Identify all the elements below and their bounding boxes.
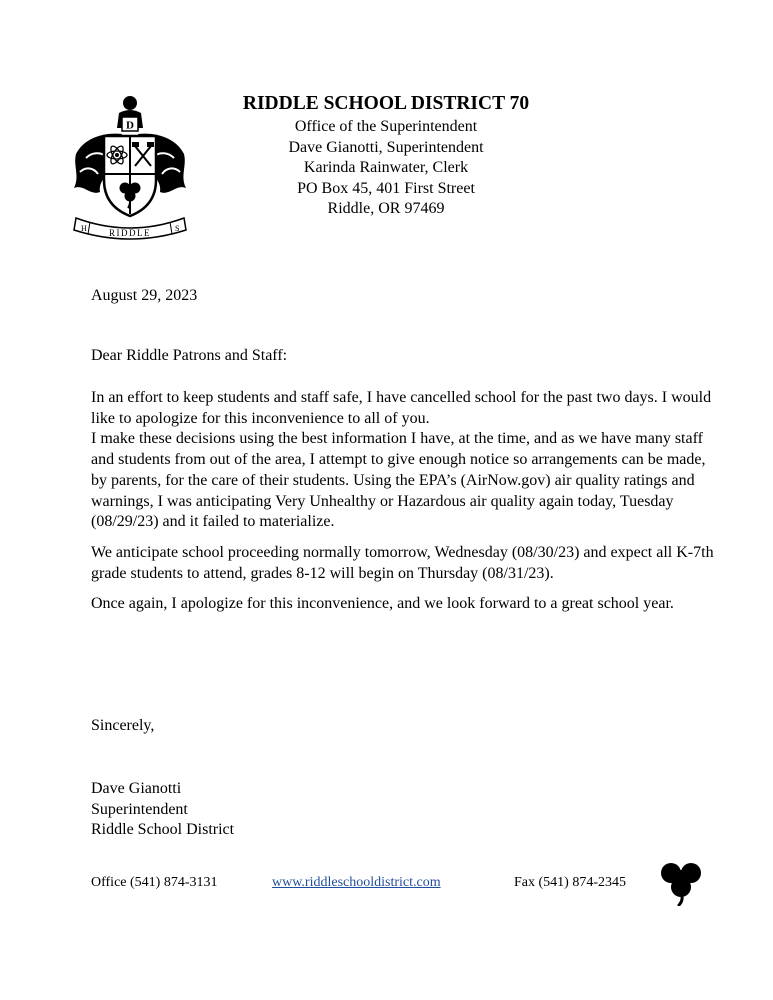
office-line: Office of the Superintendent	[294, 118, 478, 135]
body-paragraph: Once again, I apologize for this inconvenience, and we look forward to a great school year.	[91, 595, 674, 613]
address-line: PO Box 45, 401 First Street	[297, 179, 475, 197]
crest-banner-letter-right: S	[175, 224, 180, 233]
city-line: Riddle, OR 97469	[327, 200, 445, 217]
superintendent-line: Dave Gianotti, Superintendent	[288, 138, 484, 156]
letter-greeting: Dear Riddle Patrons and Staff:	[91, 347, 288, 364]
letter-date: August 29, 2023	[91, 287, 198, 304]
body-paragraph: I make these decisions using the best information I have, at the time, and as we have many staff and students from out of the area, I attempt to give enough notice so arrangements can be made, by parents, for the care of their students. Using the EPA’s (AirNow.gov) air quality ratings and warnings, I was anticipating Very Unhealthy or Hazardous air quality again today, Tuesday (08/29/23) and it failed to materialize.	[91, 430, 706, 531]
crest-banner-text: RIDDLE	[109, 228, 151, 238]
clerk-line: Karinda Rainwater, Clerk	[303, 159, 469, 176]
shamrock-icon	[660, 858, 702, 906]
office-phone: Office (541) 874-3131	[91, 875, 218, 890]
signature-name: Dave Gianotti	[91, 780, 182, 797]
district-name: RIDDLE SCHOOL DISTRICT 70	[242, 93, 530, 114]
letter-body	[91, 388, 721, 615]
district-crest-icon	[70, 92, 190, 242]
fax-number: Fax (541) 874-2345	[514, 875, 626, 890]
website-link[interactable]: www.riddleschooldistrict.com	[272, 875, 441, 890]
crest-emblem-letter: D	[126, 119, 134, 132]
crest-banner-letter-left: H	[81, 224, 87, 233]
body-paragraph: We anticipate school proceeding normally tomorrow, Wednesday (08/30/23) and expect all K-7th grade students to attend, grades 8-12 will begin on Thursday (08/31/23).	[91, 543, 714, 582]
signature-block	[91, 779, 234, 841]
signature-organization: Riddle School District	[91, 821, 235, 838]
signature-title: Superintendent	[91, 800, 188, 818]
body-paragraph: In an effort to keep students and staff safe, I have cancelled school for the past two days. I would like to apologize for this inconvenience to all of you.	[91, 389, 712, 427]
letter-closing: Sincerely,	[91, 717, 155, 734]
letterhead	[200, 92, 572, 220]
